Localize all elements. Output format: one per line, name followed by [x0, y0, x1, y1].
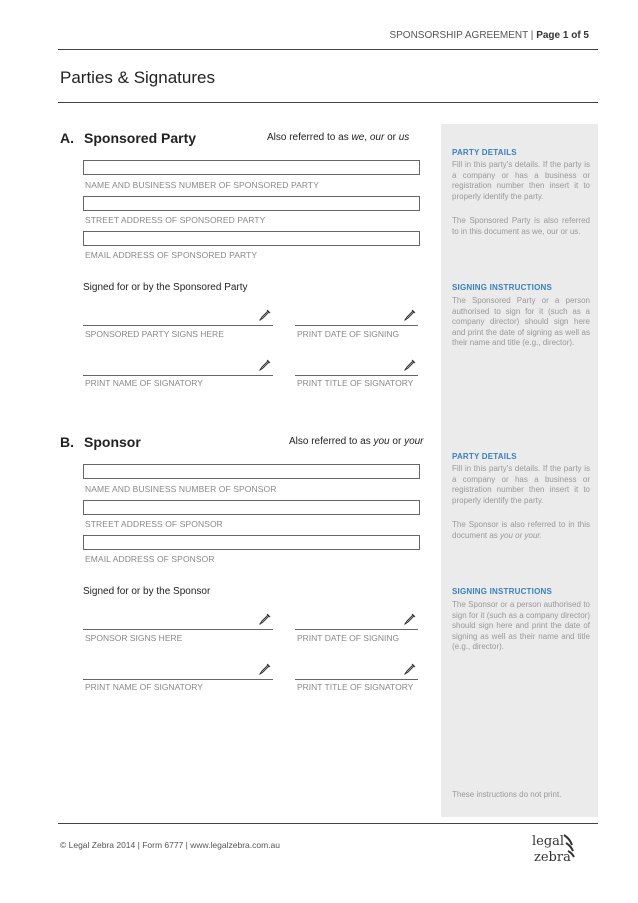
aka-term: us [398, 132, 410, 143]
signing-instructions-heading: SIGNING INSTRUCTIONS [452, 283, 553, 292]
aka-note-terms: you or your. [500, 530, 542, 540]
signature-label: SPONSOR SIGNS HERE [85, 633, 183, 643]
field-label: EMAIL ADDRESS OF SPONSOR [85, 554, 215, 564]
page-number: Page 1 of 5 [536, 30, 589, 41]
aka-sep: or [384, 132, 399, 143]
sponsored-party-name-field[interactable] [83, 160, 420, 175]
aka-term: your [404, 436, 424, 447]
field-label: STREET ADDRESS OF SPONSOR [85, 519, 223, 529]
pen-icon [259, 309, 271, 321]
sponsored-party-signatory-title-line[interactable] [295, 359, 418, 376]
pen-icon [259, 613, 271, 625]
party-details-heading: PARTY DETAILS [452, 148, 517, 157]
signatory-title-label: PRINT TITLE OF SIGNATORY [297, 378, 414, 388]
zebra-logo-icon [530, 829, 580, 869]
aka-term: we [351, 132, 365, 143]
date-label: PRINT DATE OF SIGNING [297, 329, 400, 339]
section-b-letter: B. [60, 434, 74, 450]
signing-instructions-text: The Sponsored Party or a person authorised to sign for it (such as a company director) should sign here and print the date of signing as well as their name and title (e.g., director). [452, 296, 590, 347]
party-details-aka-text [452, 216, 590, 237]
field-label: NAME AND BUSINESS NUMBER OF SPONSORED PARTY [85, 180, 319, 190]
sponsor-signatory-title-line[interactable] [295, 663, 418, 680]
date-label: PRINT DATE OF SIGNING [297, 633, 400, 643]
sponsored-party-email-field[interactable] [83, 231, 420, 246]
section-b-aka [289, 436, 424, 447]
party-details-text: Fill in this party's details. If the party is a company or has a business or registration number then insert it to properly identify the party. [452, 160, 590, 201]
party-details-heading: PARTY DETAILS [452, 452, 517, 461]
signed-for-label: Signed for or by the Sponsor [83, 586, 211, 597]
sponsor-signature-line[interactable] [83, 613, 273, 630]
signing-instructions-text: The Sponsor or a person authorised to sign for it (such as a company director) should sign here and print the date of signing as well as their name and title (e.g., director). [452, 600, 590, 651]
signed-for-label: Signed for or by the Sponsored Party [83, 282, 248, 293]
sidebar-note: These instructions do not print. [452, 790, 562, 799]
field-label: EMAIL ADDRESS OF SPONSORED PARTY [85, 250, 258, 260]
aka-note: The Sponsor is also referred to in this document as [452, 520, 590, 540]
pen-icon [404, 613, 416, 625]
signature-label: SPONSORED PARTY SIGNS HERE [85, 329, 224, 339]
aka-note-terms: we, our or us. [532, 226, 581, 236]
pen-icon [404, 309, 416, 321]
sponsored-party-signatory-name-line[interactable] [83, 359, 273, 376]
sponsor-email-field[interactable] [83, 535, 420, 550]
footer-divider [58, 823, 598, 824]
field-label: NAME AND BUSINESS NUMBER OF SPONSOR [85, 484, 277, 494]
signatory-name-label: PRINT NAME OF SIGNATORY [85, 682, 203, 692]
signatory-name-label: PRINT NAME OF SIGNATORY [85, 378, 203, 388]
field-label: STREET ADDRESS OF SPONSORED PARTY [85, 215, 266, 225]
section-a-aka [267, 132, 409, 143]
party-details-text: Fill in this party's details. If the party is a company or has a business or registration number then insert it to properly identify the party. [452, 464, 590, 505]
section-b-name: Sponsor [84, 434, 141, 450]
aka-term: you [373, 436, 390, 447]
sponsor-date-line[interactable] [295, 613, 418, 630]
pen-icon [259, 663, 271, 675]
section-a-name: Sponsored Party [84, 130, 197, 146]
aka-sep: or [389, 436, 405, 447]
aka-prefix: Also referred to as [267, 132, 352, 143]
sponsor-signatory-name-line[interactable] [83, 663, 273, 680]
signing-instructions-heading: SIGNING INSTRUCTIONS [452, 587, 553, 596]
title-divider [58, 102, 598, 103]
aka-term: our [369, 132, 385, 143]
aka-sep: , [364, 132, 370, 143]
aka-prefix: Also referred to as [289, 436, 374, 447]
sponsored-party-signature-line[interactable] [83, 309, 273, 326]
legal-zebra-logo [530, 829, 580, 869]
party-details-aka-text [452, 520, 590, 541]
header-divider [58, 49, 598, 50]
signatory-title-label: PRINT TITLE OF SIGNATORY [297, 682, 414, 692]
pen-icon [404, 663, 416, 675]
section-a-title [60, 130, 196, 146]
pen-icon [259, 359, 271, 371]
logo-text-zebra: zebra [534, 850, 571, 865]
sponsored-party-date-line[interactable] [295, 309, 418, 326]
header-title: SPONSORSHIP AGREEMENT [389, 30, 529, 41]
document-header: SPONSORSHIP AGREEMENT | Page 1 of 5 [389, 30, 589, 41]
aka-note: The Sponsored Party is also referred to in this document as [452, 216, 590, 236]
footer-text: © Legal Zebra 2014 | Form 6777 | www.legalzebra.com.au [60, 840, 280, 850]
sponsor-name-field[interactable] [83, 464, 420, 479]
section-a-letter: A. [60, 130, 74, 146]
sponsored-party-address-field[interactable] [83, 196, 420, 211]
sponsor-address-field[interactable] [83, 500, 420, 515]
pen-icon [404, 359, 416, 371]
section-b-title [60, 434, 141, 450]
logo-text-legal: legal [532, 834, 565, 849]
page-title: Parties & Signatures [60, 68, 215, 87]
